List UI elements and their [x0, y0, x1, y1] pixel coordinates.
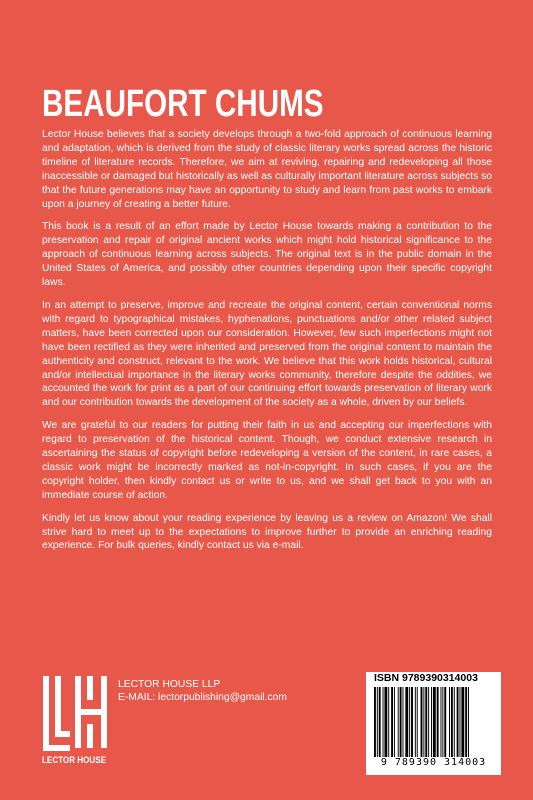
barcode-bar: [384, 687, 387, 757]
barcode-bar: [425, 687, 427, 757]
publisher-name: LECTOR HOUSE LLP: [118, 679, 221, 690]
barcode-bar: [379, 687, 381, 757]
paragraph-4: We are grateful to our readers for putting their faith in us and accepting our imperfections with regard to preservation of the historical content. Though, we conduct extensive research in ascertaining the status of copyright before redeveloping a version of the content, in rare cases, a classic work might be incorrectly marked as not-in-copyright. In such cases, if you are the copyright holder, then kindly contact us or write to us, and we shall get back to you with an immediate course of action.: [42, 420, 492, 501]
barcode-bar: [460, 687, 461, 757]
barcode-bar: [442, 687, 443, 757]
barcode-bar: [461, 687, 464, 757]
lector-house-logo: [42, 672, 108, 772]
barcode-bar: [444, 687, 446, 757]
publisher-email: E-MAIL: lectorpublishing@gmail.com: [118, 692, 287, 703]
book-title: BEAUFORT CHUMS: [42, 83, 324, 125]
barcode-bar: [423, 687, 424, 757]
paragraph-1: Lector House believes that a society develops through a two-fold approach of continuous learning and adaptation, which is derived from the study of classic literary works spread across the historic timeline of literature records. Therefore, we aim at reviving, repairing and redeveloping all those inaccessible or damaged but historically as well as culturally important literature across subjects so that the future generations may have an opportunity to study and learn from past works to embark upon a journey of creating a better future.: [42, 129, 492, 210]
paragraph-5: Kindly let us know about your reading experience by leaving us a review on Amazon! We shall strive hard to meet up to the expectations to improve further to provide an enriching reading experience. For bulk queries, kindly contact us via e-mail.: [42, 512, 492, 552]
barcode-bar: [428, 687, 429, 757]
barcode-bar: [403, 687, 404, 757]
barcode-bar: [468, 687, 469, 757]
barcode-bars: [374, 687, 493, 759]
barcode-bar: [457, 687, 459, 757]
barcode-bar: [377, 687, 378, 757]
barcode-bar: [388, 687, 389, 757]
barcode-bar: [433, 687, 436, 757]
publisher-footer: [42, 672, 492, 782]
barcode-bar: [405, 687, 408, 757]
blurb-text: [42, 128, 492, 562]
barcode-bar: [391, 687, 393, 757]
paragraph-2: This book is a result of an effort made by Lector House towards making a contribution to the preservation and repair of original ancient works which might hold historical significance to the approach of continuous learning across subjects. The original text is in the public domain in the United States of America, and possibly other countries depending upon their specific copyright laws.: [42, 221, 492, 289]
barcode-bar: [465, 687, 467, 757]
barcode-bar: [409, 687, 410, 757]
barcode-bar: [421, 687, 423, 757]
barcode-number: 9 789390 314003: [380, 757, 487, 768]
lector-house-logo-icon: [42, 672, 108, 752]
paragraph-3: In an attempt to preserve, improve and recreate the original content, certain conventional norms with regard to typographical mistakes, hyphenations, punctuations and/or other related subject matters, have been corrected upon our consideration. However, few such imperfections might not have been rectified as they were inherited and preserved from the original content to maintain the authenticity and construct, relevant to the work. We believe that this work holds historical, cultural and/or intellectual importance in the literary works community, therefore despite the oddities, we accounted the work for print as a part of our continuing effort towards preservation of literary work and our contribution towards the development of the society as a whole, driven by our beliefs.: [42, 299, 492, 409]
barcode-bar: [437, 687, 439, 757]
barcode-bar: [411, 687, 413, 757]
logo-wordmark: LECTOR HOUSE: [42, 755, 107, 766]
isbn-barcode: [366, 672, 501, 775]
barcode-bar: [451, 687, 453, 757]
barcode-bar: [441, 687, 442, 757]
barcode-bar: [400, 687, 402, 757]
barcode-bar: [398, 687, 399, 757]
barcode-bar: [383, 687, 384, 757]
barcode-bar: [415, 687, 416, 757]
barcode-bar: [449, 687, 450, 757]
barcode-bar: [454, 687, 455, 757]
barcode-bar: [374, 687, 376, 757]
publisher-info: [118, 678, 287, 704]
barcode-bar: [417, 687, 418, 757]
isbn-label: ISBN 9789390314003: [374, 672, 478, 684]
barcode-bar: [394, 687, 395, 757]
barcode-bar: [431, 687, 432, 757]
